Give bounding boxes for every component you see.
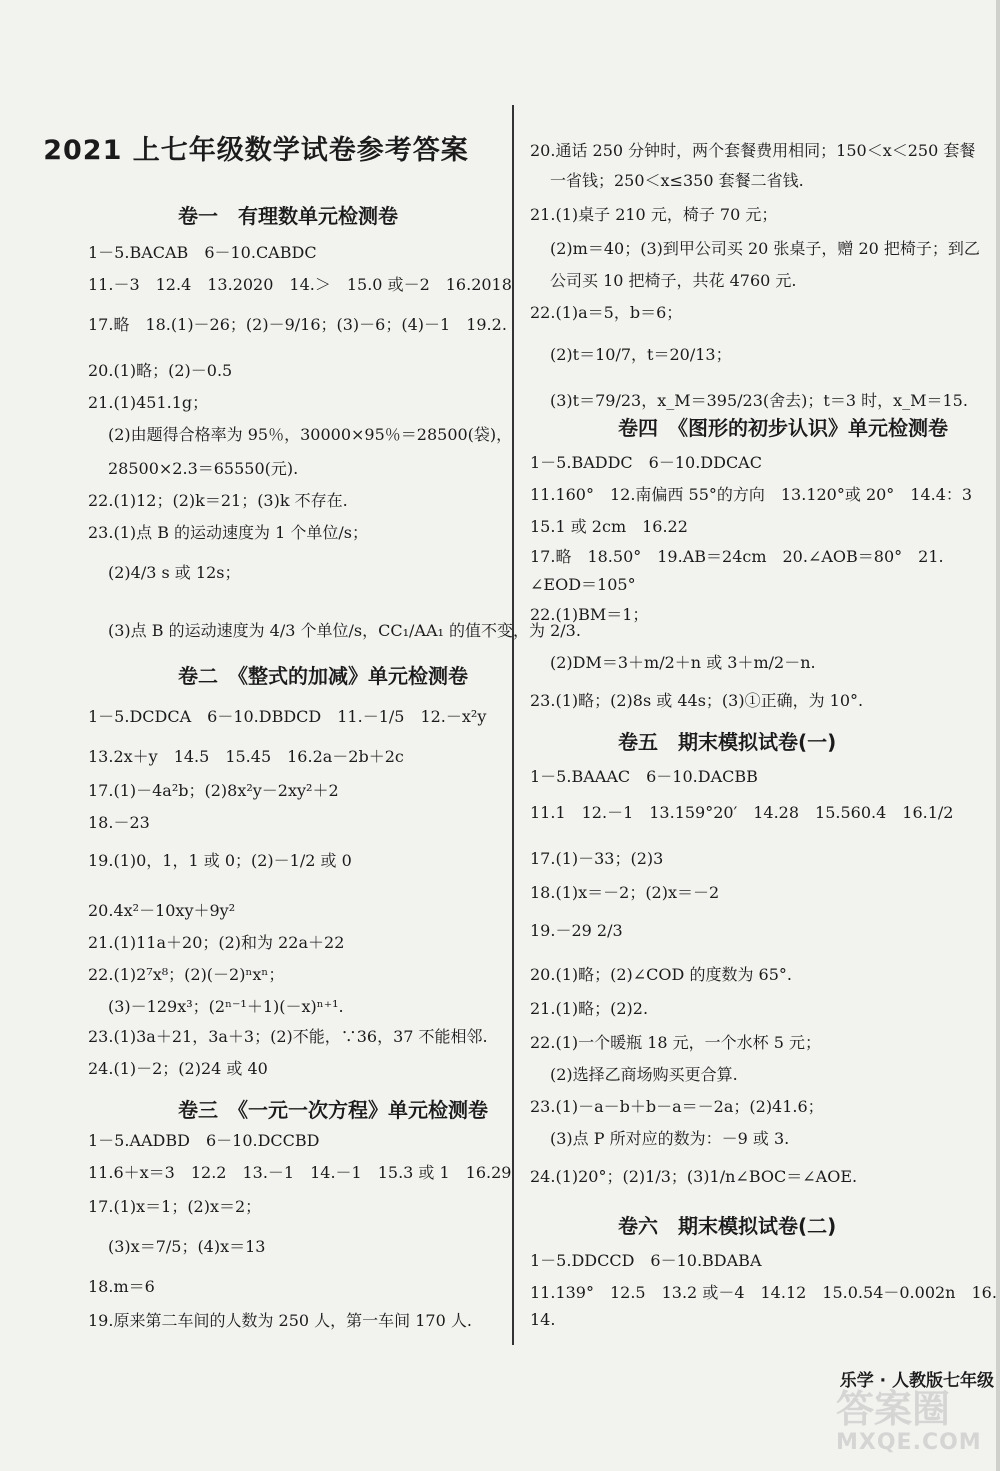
answer-line: 20.通话 250 分钟时，两个套餐费用相同；150＜x＜250 套餐 — [530, 141, 976, 160]
answer-line: 20.(1)略；(2)∠COD 的度数为 65°. — [530, 965, 792, 984]
answer-line: ∠EOD＝105° — [530, 575, 636, 594]
answer-line: (3)点 B 的运动速度为 4/3 个单位/s，CC₁/AA₁ 的值不变，为 2/3. — [108, 621, 581, 640]
answer-line: 11.160° 12.南偏西 55°的方向 13.120°或 20° 14.4：3 — [530, 485, 973, 504]
answer-line: 18.m＝6 — [88, 1277, 155, 1296]
section-heading: 卷五 期末模拟试卷(一) — [618, 730, 837, 754]
answer-line: 20.4x²－10xy＋9y² — [88, 901, 236, 920]
answer-line: 21.(1)略；(2)2. — [530, 999, 649, 1018]
answer-line: 22.(1)12；(2)k＝21；(3)k 不存在. — [88, 491, 348, 510]
answer-line: 28500×2.3＝65550(元). — [108, 459, 299, 478]
answer-line: 18.(1)x＝－2；(2)x＝－2 — [530, 883, 720, 902]
answer-line: (2)t＝10/7，t＝20/13； — [550, 345, 732, 364]
watermark-site: MXQE.COM — [836, 1430, 982, 1455]
answer-line: 1－5.BADDC 6－10.DDCAC — [530, 453, 762, 472]
watermark-logo — [836, 1387, 982, 1462]
answer-line: 11.－3 12.4 13.2020 14.＞ 15.0 或－2 16.2018 — [88, 275, 512, 294]
answer-line: 19.(1)0，1，1 或 0；(2)－1/2 或 0 — [88, 851, 352, 870]
answer-line: 21.(1)451.1g； — [88, 393, 209, 412]
answer-line: 17.(1)－33；(2)3 — [530, 849, 664, 868]
answer-line: 22.(1)2⁷x⁸；(2)(－2)ⁿxⁿ； — [88, 965, 285, 984]
answer-line: (2)选择乙商场购买更合算. — [550, 1065, 738, 1084]
answer-line: (3)x＝7/5；(4)x＝13 — [108, 1237, 266, 1256]
answer-line: 11.6＋x＝3 12.2 13.－1 14.－1 15.3 或 1 16.29 — [88, 1163, 512, 1182]
answer-line: 21.(1)11a＋20；(2)和为 22a＋22 — [88, 933, 345, 952]
answer-line: 20.(1)略；(2)－0.5 — [88, 361, 233, 380]
page-edge — [996, 0, 1000, 1471]
section-heading: 卷一 有理数单元检测卷 — [178, 204, 398, 228]
answer-line: 13.2x＋y 14.5 15.45 16.2a－2b＋2c — [88, 747, 404, 766]
answer-line: (2)DM＝3＋m/2＋n 或 3＋m/2－n. — [550, 653, 816, 672]
answer-line: 22.(1)一个暖瓶 18 元，一个水杯 5 元； — [530, 1033, 821, 1052]
answer-line: 17.略 18.50° 19.AB＝24cm 20.∠AOB＝80° 21. — [530, 547, 944, 566]
answer-line: 17.略 18.(1)－26；(2)－9/16；(3)－6；(4)－1 19.2. — [88, 315, 507, 334]
answer-line: 1－5.DCDCA 6－10.DBDCD 11.－1/5 12.－x²y — [88, 707, 487, 726]
answer-line: 24.(1)20°；(2)1/3；(3)1/n∠BOC＝∠AOE. — [530, 1167, 858, 1186]
answer-line: 18.－23 — [88, 813, 150, 832]
column-divider — [512, 105, 514, 1345]
answer-line: 17.(1)－4a²b；(2)8x²y－2xy²＋2 — [88, 781, 339, 800]
footer-label: 乐学 · 人教版七年级 — [839, 1371, 994, 1391]
answer-line: 1－5.DDCCD 6－10.BDABA — [530, 1251, 762, 1270]
answer-line: 11.139° 12.5 13.2 或－4 14.12 15.0.54－0.002n 16. — [530, 1283, 997, 1302]
answer-line: (2)4/3 s 或 12s； — [108, 563, 241, 582]
section-heading: 卷六 期末模拟试卷(二) — [618, 1214, 837, 1238]
page-title: 2021 上七年级数学试卷参考答案 — [43, 135, 469, 166]
answer-line: 1－5.BACAB 6－10.CABDC — [88, 243, 317, 262]
answer-line: 23.(1)－a－b＋b－a＝－2a；(2)41.6； — [530, 1097, 824, 1116]
answer-line: (2)由题得合格率为 95％，30000×95％＝28500(袋)， — [108, 425, 513, 444]
answer-line: 1－5.BAAAC 6－10.DACBB — [530, 767, 758, 786]
answer-line: 17.(1)x＝1；(2)x＝2； — [88, 1197, 262, 1216]
answer-line: 23.(1)略；(2)8s 或 44s；(3)①正确，为 10°. — [530, 691, 864, 710]
answer-line: (3)t＝79/23，x_M＝395/23(舍去)；t＝3 时，x_M＝15. — [550, 391, 968, 410]
answer-line: 23.(1)3a＋21，3a＋3；(2)不能，∵36，37 不能相邻. — [88, 1027, 488, 1046]
answer-line: 22.(1)BM＝1； — [530, 605, 649, 624]
answer-line: (2)m＝40；(3)到甲公司买 20 张桌子，赠 20 把椅子；到乙 — [550, 239, 980, 258]
watermark-main: 答案圈 — [836, 1387, 951, 1431]
answer-line: 19.原来第二车间的人数为 250 人，第一车间 170 人. — [88, 1311, 472, 1330]
answer-line: 11.1 12.－1 13.159°20′ 14.28 15.560.4 16.1/2 — [530, 803, 954, 822]
answer-line: (3)－129x³；(2ⁿ⁻¹＋1)(－x)ⁿ⁺¹. — [108, 997, 344, 1016]
answer-line: 公司买 10 把椅子，共花 4760 元. — [550, 271, 797, 290]
answer-line: 15.1 或 2cm 16.22 — [530, 517, 688, 536]
answer-line: 14. — [530, 1310, 556, 1329]
answer-line: 22.(1)a＝5，b＝6； — [530, 303, 683, 322]
answer-line: 一省钱；250＜x≤350 套餐二省钱. — [550, 171, 804, 190]
answer-line: 19.－29 2/3 — [530, 921, 623, 940]
answer-line: 1－5.AADBD 6－10.DCCBD — [88, 1131, 320, 1150]
section-heading: 卷三 《一元一次方程》单元检测卷 — [178, 1098, 488, 1122]
answer-line: 23.(1)点 B 的运动速度为 1 个单位/s； — [88, 523, 368, 542]
answer-line: 21.(1)桌子 210 元，椅子 70 元； — [530, 205, 778, 224]
answer-line: (3)点 P 所对应的数为：－9 或 3. — [550, 1129, 790, 1148]
section-heading: 卷四 《图形的初步认识》单元检测卷 — [618, 416, 948, 440]
answer-line: 24.(1)－2；(2)24 或 40 — [88, 1059, 268, 1078]
section-heading: 卷二 《整式的加减》单元检测卷 — [178, 664, 468, 688]
